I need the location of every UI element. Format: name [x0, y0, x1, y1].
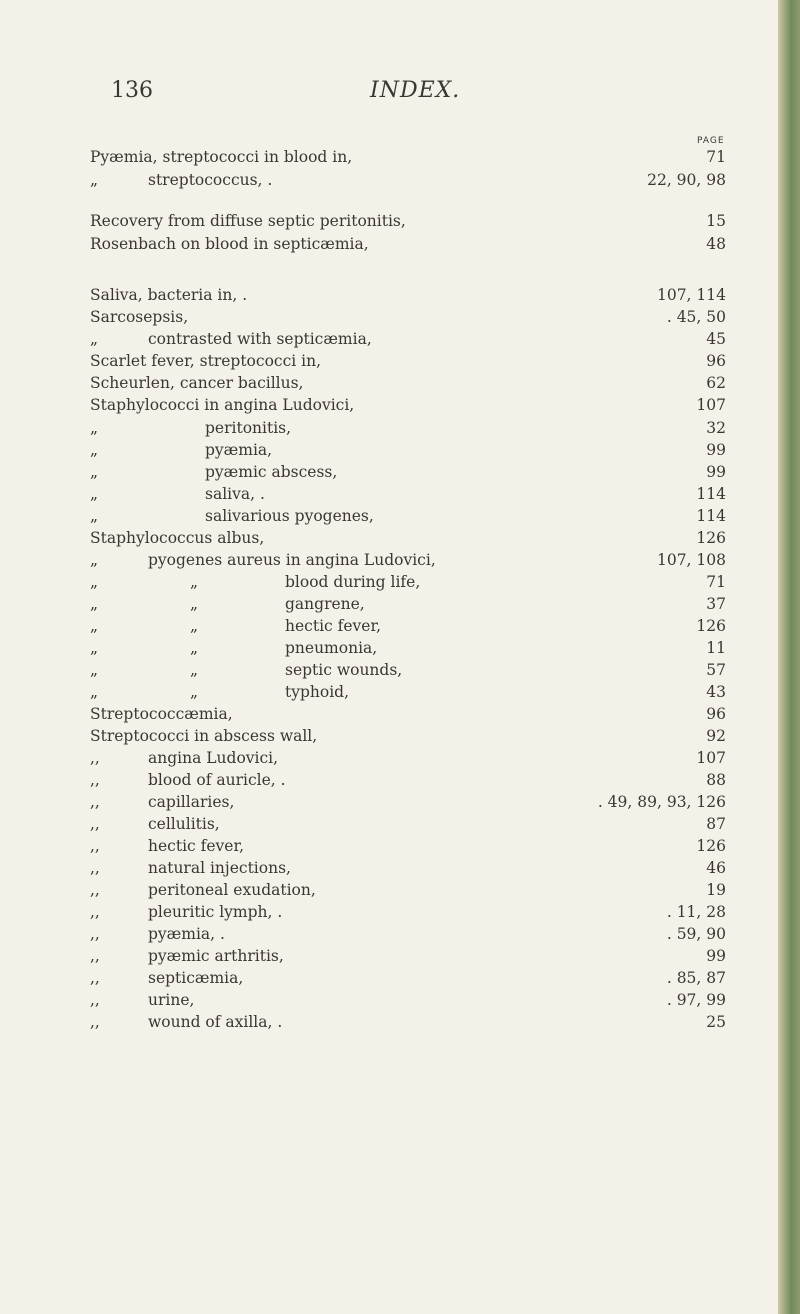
entry-subheading: pyæmic abscess, — [205, 463, 338, 481]
index-entry — [0, 284, 800, 306]
entry-heading: Sarcosepsis, — [90, 308, 189, 326]
ditto-mark: „ — [90, 595, 99, 613]
ditto-mark: „ — [190, 639, 199, 657]
index-entry — [0, 615, 800, 637]
entry-subheading: capillaries, — [148, 793, 235, 811]
page-references: . 49, 89, 93, 126 — [597, 793, 726, 811]
ditto-mark: ,, — [90, 881, 100, 899]
entry-subheading: hectic fever, — [148, 837, 245, 855]
entry-subheading: gangrene, — [285, 595, 365, 613]
ditto-mark: „ — [90, 639, 99, 657]
index-entry — [0, 169, 800, 191]
index-entry — [0, 659, 800, 681]
page-references: 107 — [696, 396, 726, 414]
entry-subheading: pleuritic lymph, . — [148, 903, 283, 921]
entry-heading: Recovery from diffuse septic peritonitis, — [90, 212, 406, 230]
entry-subheading: natural injections, — [148, 859, 291, 877]
ditto-mark: ,, — [90, 1013, 100, 1031]
page-references: 107, 114 — [656, 286, 726, 304]
entry-heading: Streptococcæmia, — [90, 705, 233, 723]
page-references: . 45, 50 — [666, 308, 726, 326]
page-references: 107, 108 — [656, 551, 726, 569]
entry-subheading: peritoneal exudation, — [148, 881, 316, 899]
page-references: 32 — [706, 419, 726, 437]
page-references: 71 — [706, 148, 726, 166]
index-entry — [0, 945, 800, 967]
index-entry — [0, 328, 800, 350]
entry-heading: Streptococci in abscess wall, — [90, 727, 318, 745]
ditto-mark: ,, — [90, 969, 100, 987]
index-entry — [0, 835, 800, 857]
index-entry — [0, 989, 800, 1011]
page-references: 46 — [706, 859, 726, 877]
index-entry — [0, 813, 800, 835]
ditto-mark: „ — [90, 661, 99, 679]
ditto-mark: ,, — [90, 947, 100, 965]
ditto-mark: ,, — [90, 991, 100, 1009]
entry-subheading: urine, — [148, 991, 195, 1009]
ditto-mark: „ — [90, 683, 99, 701]
entry-heading: Pyæmia, streptococci in blood in, — [90, 148, 353, 166]
ditto-mark: „ — [90, 485, 99, 503]
entry-heading: Saliva, bacteria in, . — [90, 286, 248, 304]
page-references: 19 — [706, 881, 726, 899]
entry-subheading: blood of auricle, . — [148, 771, 286, 789]
page-references: 99 — [706, 441, 726, 459]
page-references: 71 — [706, 573, 726, 591]
page-references: 43 — [706, 683, 726, 701]
index-entry — [0, 146, 800, 168]
index-entry — [0, 483, 800, 505]
page-references: 107 — [696, 749, 726, 767]
page-references: . 59, 90 — [666, 925, 726, 943]
entry-subheading: streptococcus, . — [148, 171, 273, 189]
page-references: 92 — [706, 727, 726, 745]
page-references: 126 — [696, 617, 726, 635]
ditto-mark: ,, — [90, 903, 100, 921]
page-number: 136 — [111, 78, 153, 103]
index-entry — [0, 394, 800, 416]
index-entry — [0, 417, 800, 439]
entry-heading: Rosenbach on blood in septicæmia, — [90, 235, 369, 253]
ditto-mark: „ — [90, 507, 99, 525]
page-references: 11 — [706, 639, 726, 657]
index-entry — [0, 637, 800, 659]
entry-subheading: hectic fever, — [285, 617, 382, 635]
ditto-mark: ,, — [90, 837, 100, 855]
entry-subheading: salivarious pyogenes, — [205, 507, 374, 525]
entry-subheading: saliva, . — [205, 485, 265, 503]
ditto-mark: „ — [90, 441, 99, 459]
index-entry — [0, 527, 800, 549]
index-entry — [0, 233, 800, 255]
entry-heading: Scarlet fever, streptococci in, — [90, 352, 322, 370]
entry-subheading: septicæmia, — [148, 969, 244, 987]
page-references: 15 — [706, 212, 726, 230]
ditto-mark: „ — [190, 573, 199, 591]
index-entry — [0, 439, 800, 461]
page-references: 99 — [706, 463, 726, 481]
entry-heading: Staphylococci in angina Ludovici, — [90, 396, 355, 414]
entry-subheading: wound of axilla, . — [148, 1013, 283, 1031]
entry-subheading: pyæmia, . — [148, 925, 225, 943]
index-entry — [0, 967, 800, 989]
page-references: 62 — [706, 374, 726, 392]
page-column-label: PAGE — [697, 136, 725, 146]
ditto-mark: „ — [90, 463, 99, 481]
entry-subheading: pyæmic arthritis, — [148, 947, 284, 965]
page-references: 114 — [696, 485, 726, 503]
entry-subheading: pneumonia, — [285, 639, 378, 657]
entry-subheading: typhoid, — [285, 683, 350, 701]
page-references: 88 — [706, 771, 726, 789]
entry-subheading: peritonitis, — [205, 419, 292, 437]
index-entry — [0, 857, 800, 879]
running-title: INDEX. — [370, 78, 461, 103]
ditto-mark: „ — [190, 617, 199, 635]
page-references: 96 — [706, 705, 726, 723]
entry-subheading: cellulitis, — [148, 815, 220, 833]
page-references: 114 — [696, 507, 726, 525]
entry-subheading: blood during life, — [285, 573, 421, 591]
index-entry — [0, 879, 800, 901]
ditto-mark: ,, — [90, 771, 100, 789]
page-references: . 11, 28 — [666, 903, 726, 921]
entry-subheading: pyæmia, — [205, 441, 273, 459]
index-entry — [0, 350, 800, 372]
page-references: 48 — [706, 235, 726, 253]
ditto-mark: „ — [190, 661, 199, 679]
page-references: 45 — [706, 330, 726, 348]
entry-heading: Staphylococcus albus, — [90, 529, 265, 547]
page-references: 57 — [706, 661, 726, 679]
page-references: . 85, 87 — [666, 969, 726, 987]
entry-subheading: angina Ludovici, — [148, 749, 279, 767]
ditto-mark: ,, — [90, 815, 100, 833]
index-entry — [0, 1011, 800, 1033]
index-entry — [0, 461, 800, 483]
entry-subheading: pyogenes aureus in angina Ludovici, — [148, 551, 436, 569]
entry-heading: Scheurlen, cancer bacillus, — [90, 374, 304, 392]
ditto-mark: „ — [90, 330, 99, 348]
page-references: 22, 90, 98 — [647, 171, 726, 189]
index-entry — [0, 791, 800, 813]
ditto-mark: „ — [90, 617, 99, 635]
ditto-mark: „ — [190, 595, 199, 613]
index-entry — [0, 306, 800, 328]
ditto-mark: ,, — [90, 793, 100, 811]
ditto-mark: „ — [90, 419, 99, 437]
page-references: 126 — [696, 837, 726, 855]
ditto-mark: „ — [190, 683, 199, 701]
page-references: 126 — [696, 529, 726, 547]
index-entry — [0, 725, 800, 747]
index-entry — [0, 372, 800, 394]
index-entry — [0, 571, 800, 593]
page-references: . 97, 99 — [666, 991, 726, 1009]
index-entry — [0, 923, 800, 945]
index-entry — [0, 593, 800, 615]
entry-subheading: septic wounds, — [285, 661, 403, 679]
page-references: 25 — [706, 1013, 726, 1031]
index-entry — [0, 549, 800, 571]
index-entry — [0, 210, 800, 232]
index-entry — [0, 747, 800, 769]
index-entry — [0, 681, 800, 703]
page-references: 96 — [706, 352, 726, 370]
ditto-mark: ,, — [90, 749, 100, 767]
ditto-mark: ,, — [90, 859, 100, 877]
ditto-mark: „ — [90, 551, 99, 569]
index-entry — [0, 901, 800, 923]
page-references: 99 — [706, 947, 726, 965]
index-entry — [0, 769, 800, 791]
ditto-mark: „ — [90, 573, 99, 591]
page-references: 87 — [706, 815, 726, 833]
entry-subheading: contrasted with septicæmia, — [148, 330, 372, 348]
ditto-mark: „ — [90, 171, 99, 189]
index-entry — [0, 505, 800, 527]
index-entry — [0, 703, 800, 725]
page-references: 37 — [706, 595, 726, 613]
ditto-mark: ,, — [90, 925, 100, 943]
